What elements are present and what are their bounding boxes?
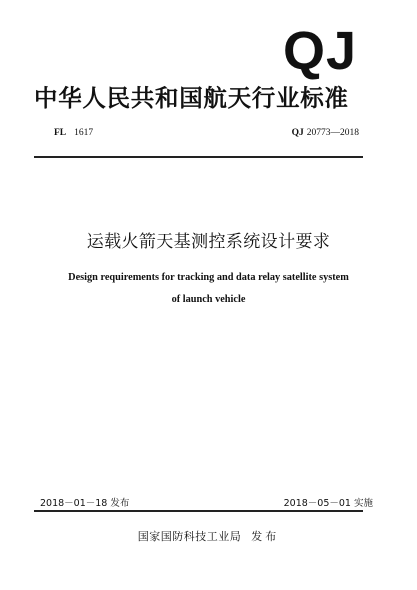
standard-prefix: QJ [291, 128, 304, 138]
standard-number [292, 128, 359, 138]
standard-category-title: 中华人民共和国航天行业标准 [34, 84, 349, 112]
classification-label: FL [54, 128, 67, 138]
implementation-date: 2018－05－01 实施 [283, 498, 373, 509]
issue-date: 2018－01－18 发布 [40, 498, 130, 509]
document-title-english-line2: of launch vehicle [171, 294, 246, 305]
top-divider [34, 156, 363, 158]
qj-logo: QJ [282, 21, 357, 81]
publisher-name: 国家国防科技工业局 [137, 530, 242, 543]
document-title-english-line1: Design requirements for tracking and data relay satellite system [68, 272, 349, 283]
classification-code [54, 128, 93, 138]
standard-number-value: 20773—2018 [306, 128, 359, 138]
document-title-chinese: 运载火箭天基测控系统设计要求 [86, 232, 331, 252]
bottom-divider [34, 510, 363, 512]
classification-number: 1617 [74, 128, 94, 138]
publisher-line [0, 528, 417, 544]
publish-action: 发布 [251, 530, 280, 543]
